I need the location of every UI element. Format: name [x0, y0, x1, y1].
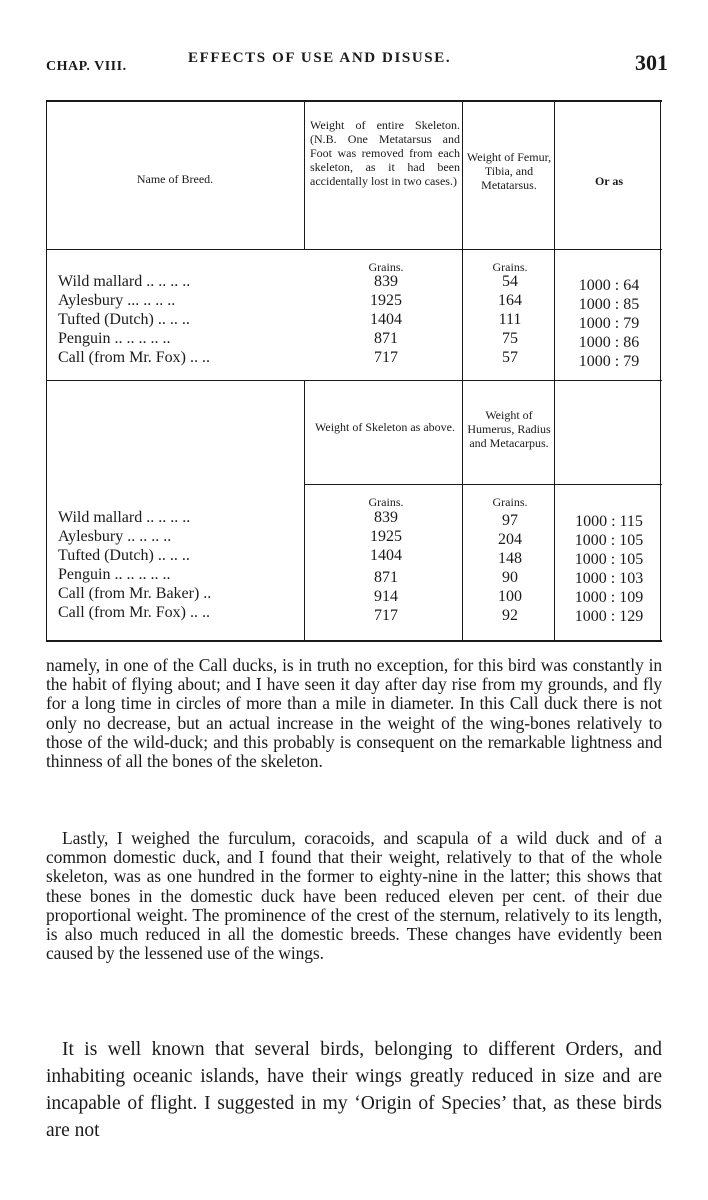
skeleton-weight: 1404 [370, 547, 402, 564]
bones-weight: 148 [498, 550, 522, 567]
unit-label: Grains. [492, 260, 528, 274]
header-rule [304, 484, 662, 485]
bones-weight: 92 [502, 607, 518, 624]
column-header-skeleton-weight: Weight of Skeleton as above. [315, 420, 455, 434]
breed-name: Wild mallard .. .. .. .. [58, 273, 191, 290]
breed-name: Aylesbury ... .. .. .. [58, 292, 176, 309]
skeleton-weight: 839 [374, 273, 398, 290]
ratio: 1000 : 85 [578, 296, 640, 313]
skeleton-weight: 1925 [370, 292, 402, 309]
skeleton-weight: 839 [374, 509, 398, 526]
skeleton-weight: 1925 [370, 528, 402, 545]
chapter-title: EFFECTS OF USE AND DISUSE. [188, 50, 452, 66]
bones-weight: 97 [502, 512, 518, 529]
ratio: 1000 : 79 [578, 315, 640, 332]
skeleton-weight: 871 [374, 330, 398, 347]
bones-weight: 100 [498, 588, 522, 605]
bones-weight: 204 [498, 531, 522, 548]
ratio: 1000 : 79 [578, 353, 640, 370]
running-header [46, 50, 668, 82]
breed-name: Wild mallard .. .. .. .. [58, 509, 191, 526]
column-header-ratio: Or as [594, 174, 624, 188]
unit-label: Grains. [492, 495, 528, 509]
skeleton-weight: 914 [374, 588, 398, 605]
bones-weight: 54 [502, 273, 518, 290]
page-number: 301 [635, 50, 668, 75]
chapter-label: CHAP. VIII. [46, 59, 127, 74]
body-paragraph: It is well known that several birds, belonging to different Orders, and inhabiting oceanic islands, have their wings greatly reduced in size and are incapable of flight. I suggested in my ‘Origin of Species’ that, as these birds are not [46, 1039, 662, 1141]
breed-name: Call (from Mr. Fox) .. .. [58, 349, 210, 366]
skeleton-weight: 1404 [370, 311, 402, 328]
breed-name: Call (from Mr. Fox) .. .. [58, 604, 210, 621]
column-header-breed: Name of Breed. [136, 172, 214, 186]
unit-label: Grains. [368, 260, 404, 274]
ratio: 1000 : 105 [574, 532, 644, 549]
breed-name: Tufted (Dutch) .. .. .. [58, 547, 190, 564]
section-rule [46, 380, 662, 381]
bones-weight: 57 [502, 349, 518, 366]
breed-name: Penguin .. .. .. .. .. [58, 330, 171, 347]
column-divider [304, 102, 305, 249]
bones-weight: 164 [498, 292, 522, 309]
body-paragraph: namely, in one of the Call ducks, is in truth no exception, for this bird was constantly in the habit of flying about; and I have seen it day after day rise from my grounds, and fly for a long time in circles of more than a mile in diameter. In this Call duck there is not only no decrease, but an actual increase in the weight of the wing-bones relatively to those of the wild-duck; and this probably is consequent on the remarkable lightness and thinness of all the bones of the skeleton. [46, 655, 662, 772]
body-paragraph: Lastly, I weighed the furculum, coracoids, and scapula of a wild duck and of a common domestic duck, and I found that their weight, relatively to that of the whole skeleton, was as one hundred in the former to eighty-nine in the latter; this shows that these bones in the domestic duck have been reduced eleven per cent. of their due proportional weight. The prominence of the crest of the sternum, relatively to its length, is also much reduced in all the domestic breeds. These changes have evidently been caused by the lessened use of the wings. [46, 828, 662, 964]
breed-name: Call (from Mr. Baker) .. [58, 585, 212, 602]
skeleton-weight: 717 [374, 349, 398, 366]
ratio: 1000 : 86 [578, 334, 640, 351]
column-header-leg-bones: Weight of Femur, Tibia, and Metatarsus. [466, 150, 552, 192]
skeleton-weight: 717 [374, 607, 398, 624]
breed-name: Aylesbury .. .. .. .. [58, 528, 172, 545]
ratio: 1000 : 64 [578, 277, 640, 294]
skeleton-weight: 871 [374, 569, 398, 586]
ratio: 1000 : 109 [574, 589, 644, 606]
column-header-wing-bones: Weight of Humerus, Radius and Metacarpus. [467, 408, 551, 450]
bones-weight: 90 [502, 569, 518, 586]
ratio: 1000 : 103 [574, 570, 644, 587]
ratio: 1000 : 105 [574, 551, 644, 568]
ratio: 1000 : 115 [575, 513, 643, 530]
column-header-skeleton-weight: Weight of entire Skeleton. (N.B. One Metatarsus and Foot was removed from each skeleton, as it had been accidentally lost in two cases.) [310, 118, 460, 188]
breed-name: Tufted (Dutch) .. .. .. [58, 311, 190, 328]
bone-weight-table [46, 100, 662, 642]
breed-name: Penguin .. .. .. .. .. [58, 566, 171, 583]
bones-weight: 75 [502, 330, 518, 347]
header-rule [46, 249, 662, 250]
ratio: 1000 : 129 [574, 608, 644, 625]
unit-label: Grains. [368, 495, 404, 509]
bones-weight: 111 [498, 311, 522, 328]
